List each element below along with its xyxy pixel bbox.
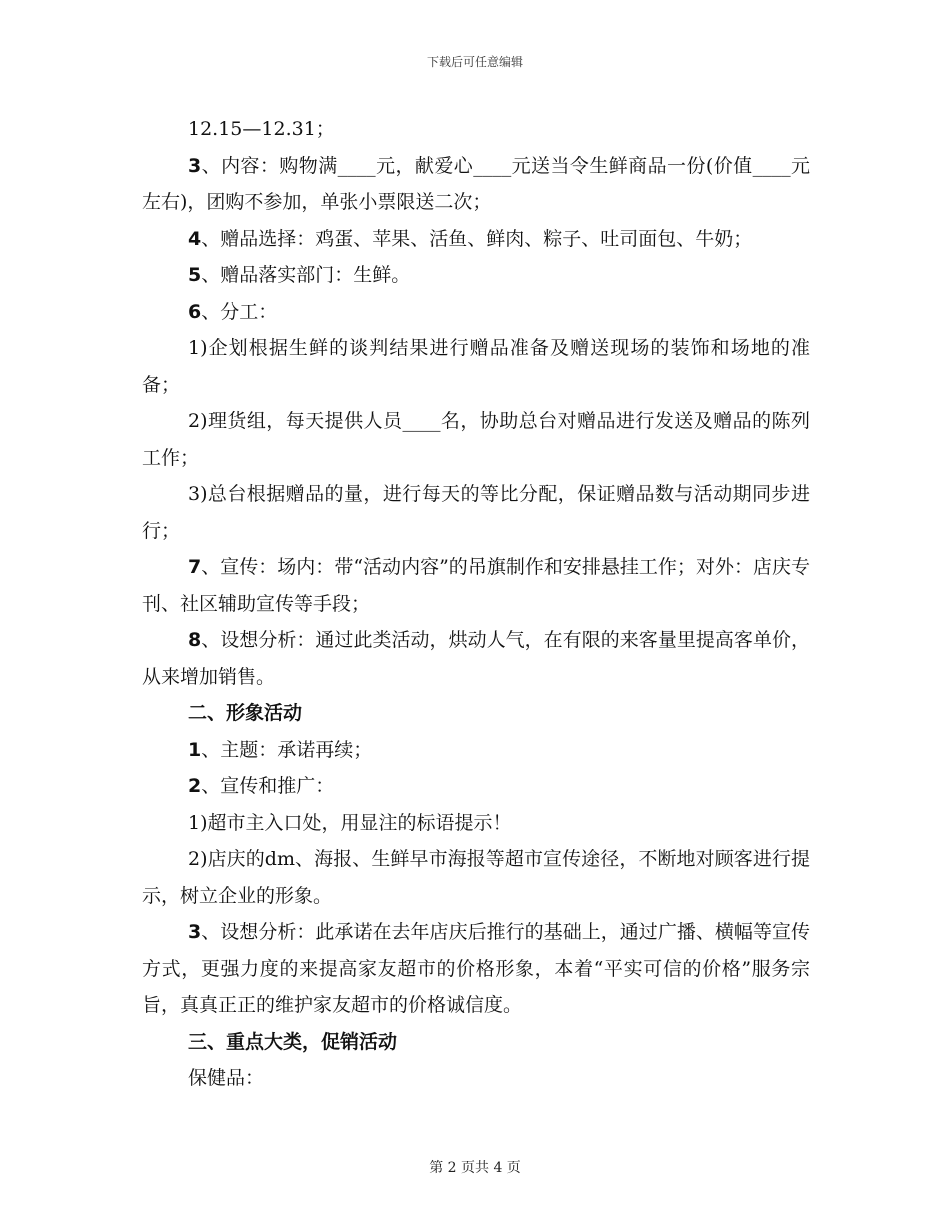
paragraph-text: 、设想分析：此承诺在去年店庆后推行的基础上，通过广播、横幅等宣传方式，更强力度的来提高家友超市的价格形象，本着“平实可信的价格”服务宗旨，真真正正的维护家友超市的价格诚信度。 [142,921,810,1016]
item-number: 7 [188,556,202,578]
paragraph [142,1060,810,1097]
paragraph-text: 2)理货组，每天提供人员____名，协助总台对赠品进行发送及赠品的陈列工作； [142,410,810,469]
item-number: 6 [188,300,202,323]
paragraph-text: 、赠品选择：鸡蛋、苹果、活鱼、鲜肉、粽子、吐司面包、牛奶； [201,227,753,250]
paragraph [142,257,810,294]
paragraph-text: 保健品： [188,1067,265,1089]
paragraph-text: 3)总台根据赠品的量，进行每天的等比分配，保证赠品数与活动期同步进行； [142,483,810,542]
paragraph [142,111,810,148]
page-footer: 第 2 页共 4 页 [429,1160,521,1176]
paragraph [142,476,810,549]
paragraph [142,914,810,1024]
paragraph-text: 、内容：购物满____元，献爱心____元送当令生鲜商品一份(价值____元左右)，团购不参加，单张小票限送二次； [142,154,810,213]
paragraph-text: 1)企划根据生鲜的谈判结果进行赠品准备及赠送现场的装饰和场地的准备； [142,337,810,396]
paragraph-text: 、主题：承诺再续； [201,738,373,761]
paragraph-text: 、宣传和推广： [201,775,335,797]
document-body [142,111,810,1097]
paragraph-text: 2)店庆的dm、海报、生鲜早市海报等超市宣传途径，不断地对顾客进行提示，树立企业的形象。 [142,848,810,907]
paragraph [142,732,810,769]
item-number: 3 [188,154,202,177]
paragraph [142,841,810,914]
paragraph [142,330,810,403]
paragraph-text: 、宣传：场内：带“活动内容”的吊旗制作和安排悬挂工作；对外：店庆专刊、社区辅助宣传等手段； [142,556,810,615]
item-number: 8 [188,629,202,651]
item-number: 3 [188,921,202,943]
paragraph [142,403,810,476]
item-number: 2 [188,775,202,797]
paragraph-text: 、设想分析：通过此类活动，烘动人气，在有限的来客量里提高客单价，从来增加销售。 [142,629,810,688]
item-number: 5 [188,264,202,286]
paragraph [142,805,810,842]
paragraph-text: 、赠品落实部门：生鲜。 [201,264,411,286]
section-heading: 二、形象活动 [188,702,303,724]
paragraph-text: 12.15—12.31； [188,118,335,140]
paragraph [142,768,810,805]
paragraph [142,148,810,221]
paragraph-text: 1)超市主入口处，用显注的标语提示！ [188,811,512,834]
section-heading: 三、重点大类，促销活动 [188,1030,398,1053]
paragraph [142,622,810,695]
item-number: 4 [188,227,202,250]
paragraph [142,549,810,622]
paragraph [142,294,810,331]
page-header: 下载后可任意编辑 [426,55,523,69]
paragraph-text: 、分工： [201,300,278,323]
item-number: 1 [188,738,202,761]
paragraph [142,221,810,258]
